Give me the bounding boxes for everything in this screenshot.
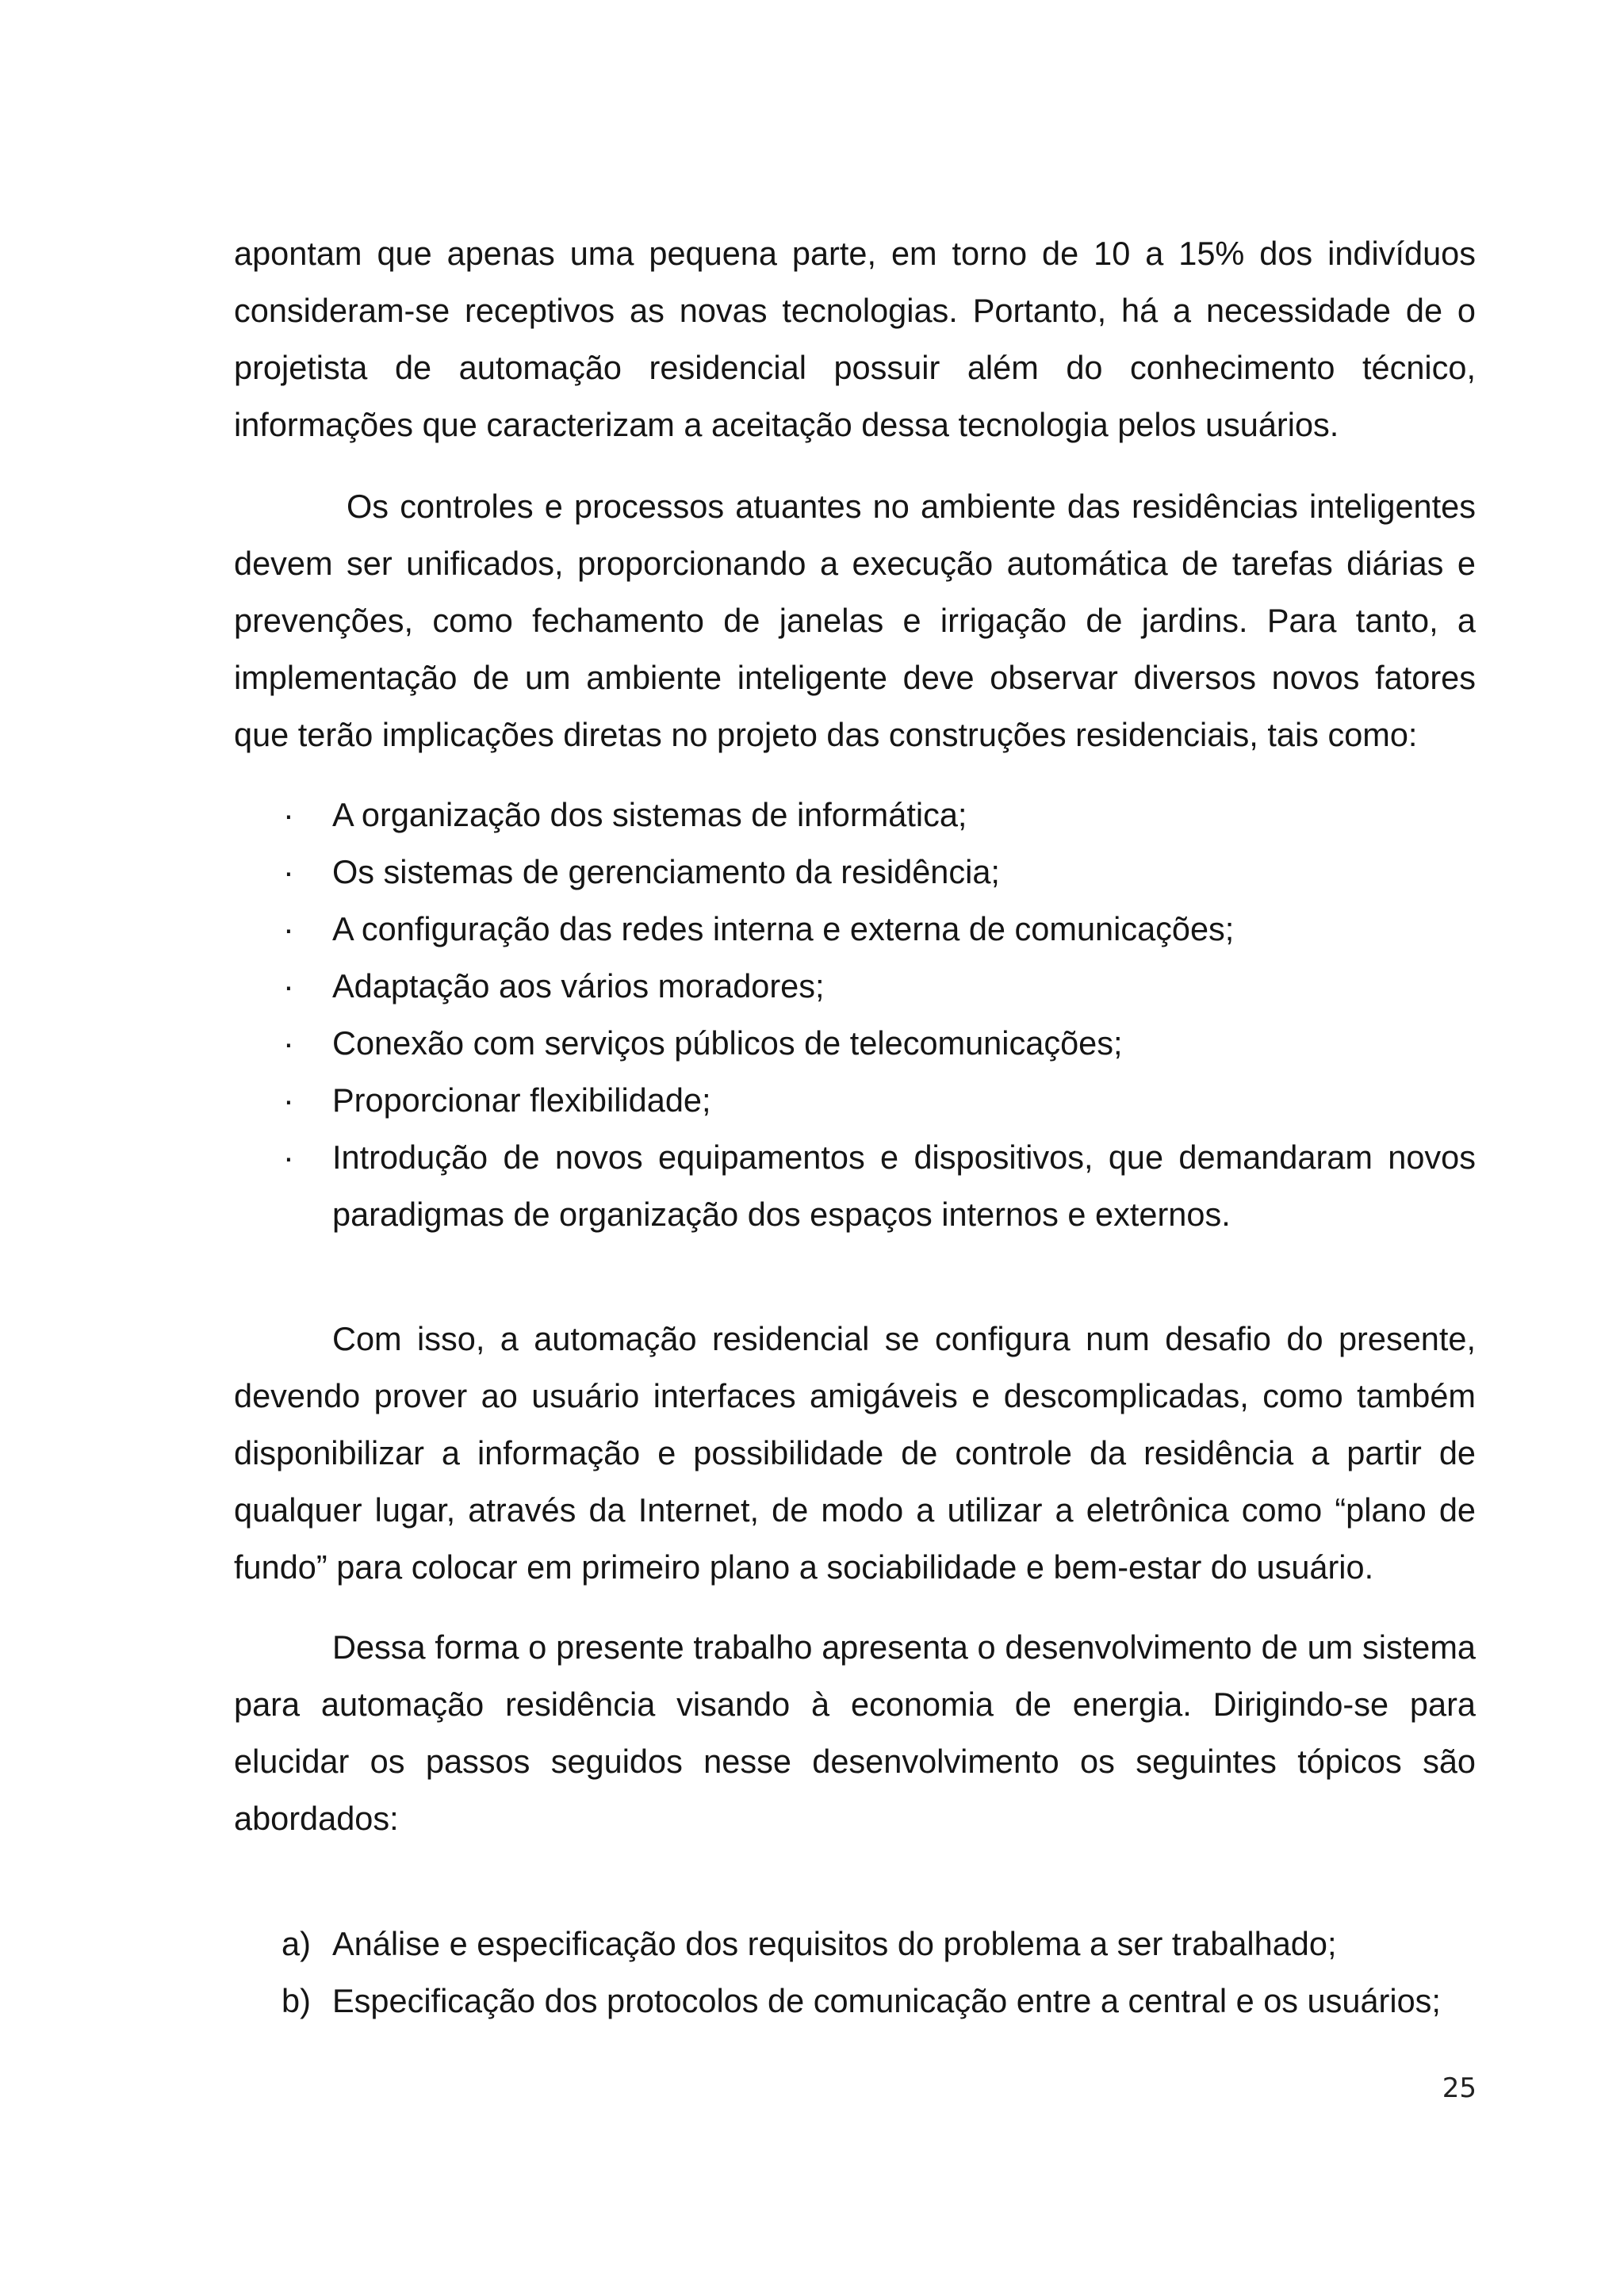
list-item	[234, 958, 1476, 1015]
list-item-text: A organização dos sistemas de informática;	[332, 796, 967, 833]
paragraph-work-overview	[234, 1619, 1476, 1847]
factors-bullet-list	[234, 786, 1476, 1243]
list-marker: b)	[282, 1982, 311, 2019]
list-item	[234, 1915, 1476, 1973]
list-item-text: Proporcionar flexibilidade;	[332, 1081, 711, 1119]
list-item-text: Adaptação aos vários moradores;	[332, 967, 825, 1004]
paragraph-challenge	[234, 1311, 1476, 1596]
paragraph-intro	[234, 225, 1476, 453]
paragraph-text: Com isso, a automação residencial se configura num desafio do presente, devendo prover ao usuário interfaces amigáveis e descomplicadas, como também disponibilizar a informação e possibilidade de controle da residência a partir de qualquer lugar, através da Internet, de modo a utilizar a eletrônica como “plano de fundo” para colocar em primeiro plano a sociabilidade e bem-estar do usuário.	[234, 1320, 1476, 1586]
list-item	[234, 1015, 1476, 1072]
page-number: 25	[1442, 2072, 1477, 2104]
paragraph-text: Dessa forma o presente trabalho apresenta o desenvolvimento de um sistema para automação residência visando à economia de energia. Dirigindo-se para elucidar os passos seguidos nesse desenvolvimento os seguintes tópicos são abordados:	[234, 1628, 1476, 1837]
paragraph-smart-home-controls	[234, 478, 1476, 763]
list-item-text: Especificação dos protocolos de comunicação entre a central e os usuários;	[332, 1982, 1441, 2019]
list-item	[234, 1129, 1476, 1243]
list-item-text: Análise e especificação dos requisitos do problema a ser trabalhado;	[332, 1925, 1337, 1962]
list-item	[234, 901, 1476, 958]
bullet-marker: ·	[283, 796, 294, 833]
list-item-text: A configuração das redes interna e externa de comunicações;	[332, 910, 1235, 947]
paragraph-text: Os controles e processos atuantes no ambiente das residências inteligentes devem ser unificados, proporcionando a execução automática de tarefas diárias e prevenções, como fechamento de janelas e irrigação de jardins. Para tanto, a implementação de um ambiente inteligente deve observar diversos novos fatores que terão implicações diretas no projeto das construções residenciais, tais como:	[234, 488, 1476, 753]
paragraph-text: apontam que apenas uma pequena parte, em torno de 10 a 15% dos indivíduos consideram-se receptivos as novas tecnologias. Portanto, há a necessidade de o projetista de automação residencial possuir além do conhecimento técnico, informações que caracterizam a aceitação dessa tecnologia pelos usuários.	[234, 235, 1476, 443]
list-item	[234, 786, 1476, 844]
list-item-text: Introdução de novos equipamentos e dispositivos, que demandaram novos paradigmas de organização dos espaços internos e externos.	[332, 1138, 1476, 1233]
bullet-marker: ·	[283, 853, 294, 890]
list-item	[234, 844, 1476, 901]
list-item-text: Conexão com serviços públicos de telecomunicações;	[332, 1024, 1123, 1062]
list-item	[234, 1973, 1476, 2030]
bullet-marker: ·	[283, 1024, 294, 1062]
bullet-marker: ·	[283, 1081, 294, 1119]
bullet-marker: ·	[283, 1138, 294, 1176]
list-marker: a)	[282, 1925, 311, 1962]
list-item	[234, 1072, 1476, 1129]
bullet-marker: ·	[283, 967, 294, 1004]
list-item-text: Os sistemas de gerenciamento da residência;	[332, 853, 1000, 890]
topics-list	[234, 1915, 1476, 2030]
bullet-marker: ·	[283, 910, 294, 947]
